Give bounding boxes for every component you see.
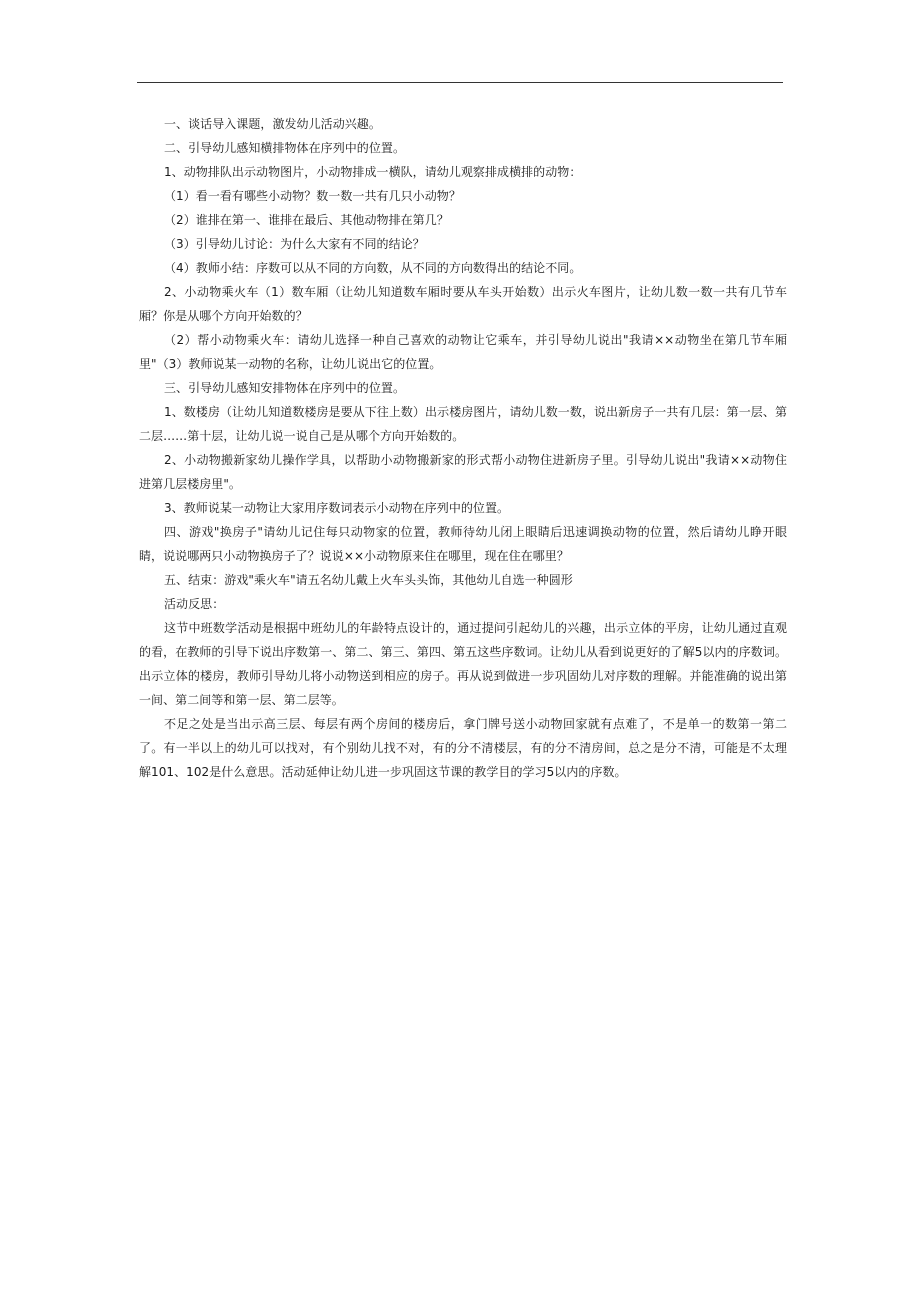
paragraph: 这节中班数学活动是根据中班幼儿的年龄特点设计的，通过提问引起幼儿的兴趣，出示立体的平房，让幼儿通过直观的看，在教师的引导下说出序数第一、第二、第三、第四、第五这些序数词。让幼儿从看到说更好的了解5以内的序数词。出示立体的楼房，教师引导幼儿将小动物送到相应的房子。再从说到做进一步巩固幼儿对序数的理解。并能准确的说出第一间、第二间等和第一层、第二层等。 — [139, 621, 787, 707]
section-heading: 活动反思： — [164, 597, 225, 611]
paragraph: （2）谁排在第一、谁排在最后、其他动物排在第几？ — [164, 213, 449, 227]
paragraph: 1、数楼房（让幼儿知道数楼房是要从下往上数）出示楼房图片，请幼儿数一数，说出新房子一共有几层：第一层、第二层……第十层，让幼儿说一说自己是从哪个方向开始数的。 — [139, 405, 787, 443]
paragraph: （3）引导幼儿讨论：为什么大家有不同的结论？ — [164, 237, 425, 251]
paragraph: 三、引导幼儿感知安排物体在序列中的位置。 — [164, 381, 406, 395]
paragraph: 一、谈话导入课题，激发幼儿活动兴趣。 — [164, 117, 381, 131]
paragraph: （1）看一看有哪些小动物？数一数一共有几只小动物？ — [164, 189, 461, 203]
paragraph: 1、动物排队出示动物图片，小动物排成一横队，请幼儿观察排成横排的动物： — [164, 165, 582, 179]
header-divider — [137, 82, 783, 83]
paragraph: 四、游戏"换房子"请幼儿记住每只动物家的位置，教师待幼儿闭上眼睛后迅速调换动物的位置，然后请幼儿睁开眼睛，说说哪两只小动物换房子了？说说××小动物原来住在哪里，现在住在哪里？ — [139, 525, 787, 563]
paragraph: 3、教师说某一动物让大家用序数词表示小动物在序列中的位置。 — [164, 501, 510, 515]
paragraph: 2、小动物乘火车（1）数车厢（让幼儿知道数车厢时要从车头开始数）出示火车图片，让幼儿数一数一共有几节车厢？你是从哪个方向开始数的？ — [139, 285, 787, 323]
document-body — [139, 112, 787, 784]
paragraph: 不足之处是当出示高三层、每层有两个房间的楼房后，拿门牌号送小动物回家就有点难了，不是单一的数第一第二了。有一半以上的幼儿可以找对，有个别幼儿找不对，有的分不清楼层，有的分不清房间，总之是分不清，可能是不太理解101、102是什么意思。活动延伸让幼儿进一步巩固这节课的教学目的学习5以内的序数。 — [139, 717, 787, 779]
paragraph: 二、引导幼儿感知横排物体在序列中的位置。 — [164, 141, 406, 155]
paragraph: （2）帮小动物乘火车：请幼儿选择一种自己喜欢的动物让它乘车，并引导幼儿说出"我请××动物坐在第几节车厢里"（3）教师说某一动物的名称，让幼儿说出它的位置。 — [139, 333, 787, 371]
paragraph: （4）教师小结：序数可以从不同的方向数，从不同的方向数得出的结论不同。 — [164, 261, 582, 275]
paragraph: 2、小动物搬新家幼儿操作学具，以帮助小动物搬新家的形式帮小动物住进新房子里。引导幼儿说出"我请××动物住进第几层楼房里"。 — [139, 453, 787, 491]
paragraph: 五、结束：游戏"乘火车"请五名幼儿戴上火车头头饰，其他幼儿自选一种圆形 — [164, 573, 573, 587]
